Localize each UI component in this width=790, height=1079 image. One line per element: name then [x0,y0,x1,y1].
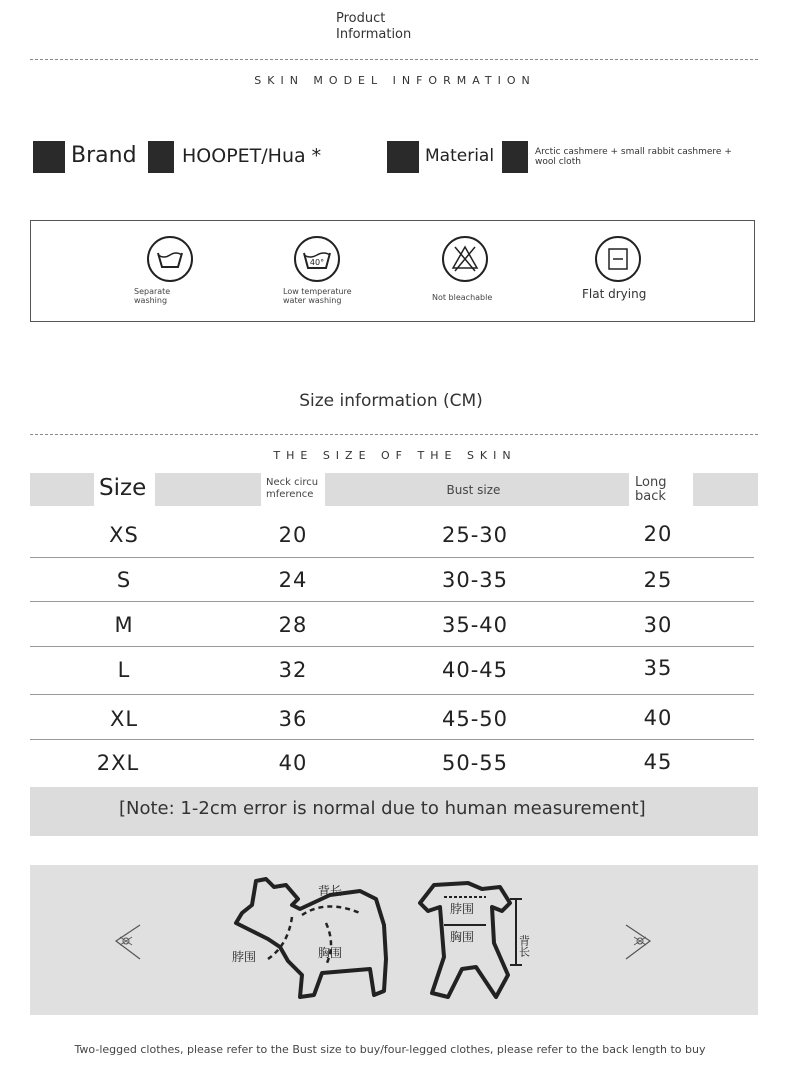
table-row [30,740,754,784]
header-cell [30,473,94,506]
heading-line-1: Product [336,11,386,26]
measurement-note [30,787,758,836]
care-flat-drying [582,235,692,301]
footer-note: Two-legged clothes, please refer to the Bust size to buy/four-legged clothes, please refer to the back length to buy [74,1043,706,1056]
material-value: Arctic cashmere + small rabbit cashmere + wool cloth [535,147,732,167]
cell-back: 30 [643,613,673,637]
not-bleachable-icon [441,235,489,283]
cell-size: XL [109,707,139,731]
cell-back: 35 [643,656,673,680]
separate-washing-icon [146,235,194,283]
care-low-temp-washing [283,235,393,305]
measurement-diagram [30,865,758,1015]
cell-neck: 40 [278,751,308,775]
cell-bust: 25-30 [441,523,509,547]
care-label-1: Not bleachable [432,293,493,302]
product-information-heading [336,11,411,43]
material-label: Material [425,146,495,166]
material-marker [387,141,419,173]
care-label-1: Flat drying [582,287,647,301]
header-cell [693,473,758,506]
dog-measure-lines [268,906,360,965]
cell-back: 40 [643,706,673,730]
clothes-back-label: 背长 [517,935,531,957]
cell-back: 20 [643,522,673,546]
clothes-neck-label: 脖围 [450,902,475,916]
dog-back-label: 背长 [318,884,343,898]
header-back-line-1: Long [635,475,667,490]
cell-bust: 50-55 [441,751,509,775]
header-back-line-2: back [635,489,666,504]
clothes-bust-label: 胸围 [450,930,475,944]
heading-line-2: Information [336,27,412,42]
brand-value-marker [148,141,174,173]
cell-bust: 30-35 [441,568,509,592]
care-instructions-box [30,220,755,322]
right-arrow-icon [626,925,650,959]
header-back [635,476,666,504]
cell-size: M [114,613,134,637]
brand-marker [33,141,65,173]
table-row [30,695,754,740]
header-cell [155,473,261,506]
care-label-2: water washing [283,296,342,305]
care-label-1: Low temperature [283,287,352,296]
temperature-badge: 40° [309,258,325,267]
brand-value: HOOPET/Hua * [182,145,322,167]
cell-bust: 45-50 [441,707,509,731]
care-separate-washing [134,235,244,305]
flat-drying-icon [594,235,642,283]
skin-model-title: SKIN MODEL INFORMATION [254,74,536,87]
measurement-note-text: [Note: 1-2cm error is normal due to human measurement] [119,798,646,819]
cell-neck: 24 [278,568,308,592]
cell-neck: 28 [278,613,308,637]
header-neck-line-2: mference [266,489,314,500]
dog-bust-label: 胸围 [318,946,343,960]
table-row [30,513,754,558]
cell-neck: 32 [278,658,308,682]
size-subtitle: THE SIZE OF THE SKIN [273,449,517,462]
material-value-marker [502,141,528,173]
table-row [30,602,754,647]
cell-size: 2XL [96,751,140,775]
size-info-title: Size information (CM) [299,391,483,411]
cell-neck: 20 [278,523,308,547]
cell-bust: 35-40 [441,613,509,637]
cell-bust: 40-45 [441,658,509,682]
left-arrow-icon [116,925,140,959]
care-label-2: washing [134,296,168,305]
care-not-bleachable [432,235,542,302]
header-neck [266,477,318,501]
dog-outline-icon [236,879,386,997]
cell-size: XS [109,523,139,547]
low-temp-washing-icon [293,235,341,283]
divider [30,434,758,435]
cell-back: 45 [643,750,673,774]
measurement-illustration [30,865,758,1015]
care-label-1: Separate [134,287,171,296]
cell-size: L [117,658,131,682]
cell-back: 25 [643,568,673,592]
table-row [30,557,754,602]
table-row [30,647,754,695]
cell-neck: 36 [278,707,308,731]
header-size: Size [99,475,147,501]
brand-label: Brand [71,143,137,168]
cell-size: S [116,568,132,592]
dog-neck-label: 脖围 [232,950,257,964]
divider [30,59,758,60]
header-bust: Bust size [446,483,501,497]
header-neck-line-1: Neck circu [266,477,319,488]
